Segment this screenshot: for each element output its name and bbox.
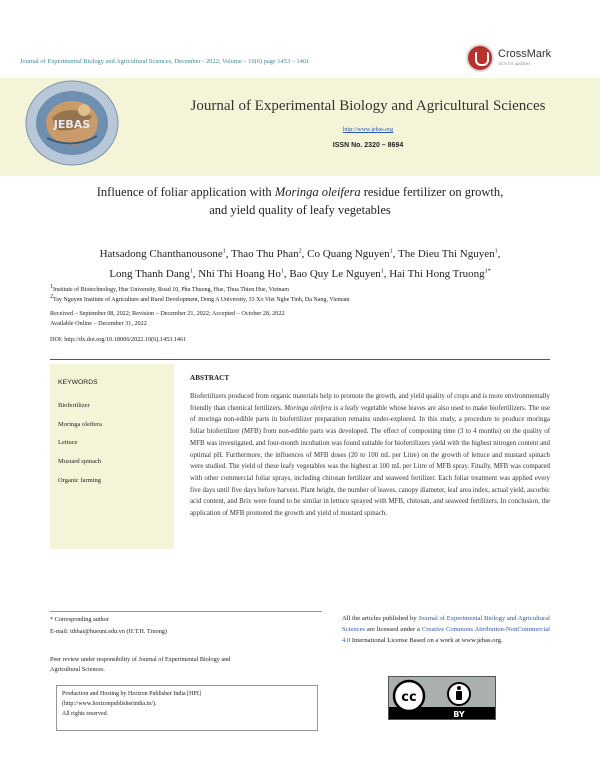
cc-by-label: BY [453,710,465,719]
article-title [60,183,540,219]
affiliation-2: $^2$Tay Nguyen Institute of Agriculture and Rural Development, Dong A University, 33 Xo Viet Nghe Tinh, Da Nang, Vietnam [50,294,350,303]
divider [50,359,550,360]
corresponding-email: E-mail: tthhai@hueuni.edu.vn (H.T.H. Truong) [50,628,167,635]
title-part-1: Influence of foliar application with [96,185,275,199]
abstract-text: Biofertilizers produced from organic materials help to promote the growth, and yield quality of crops and is more environmentally friendly than chemical fertilizers. Moringa oleifera is a leafy vegetable whose leaves are also used to make biofertilizers. The use of moringa non-edible parts in biofertilizer preparation remains under-explored. In this study, a procedure to produce moringa foliar biofertilizer (MFB) from non-edible parts was developed. The effect of composting time (3 to 4 months) on the quality of MFB was investigated, and four-month incubation was found suitable for biofertilizers yield with the highest nitrogen content and optimal pH. Furthermore, the influences of MFB doses (20 to 100 mL per Litre) on the growth of lettuce and mustard spinach were studied. The yield of these leafy vegetables was the highest at 100 mL per Litre of MFB spray. Finally, MFB was compared with other commercial foliar sprays, including chitosan fertilizer and seaweed fertilizer. Each foliar treatment was applied every five days until five days before harvest. Plant height, the number of leaves, canopy diameter, leaf area index, actual yield, ascorbic acid content, and Brix were found to be similar in lettuce sprayed with MFB, chitosan, and seaweed fertilizers. In conclusion, the application of MFB promoted the growth and yield of mustard spinach. [190,393,550,518]
author: Hatsadong Chanthanousone$^1$, [99,247,232,260]
available-online-date: Available Online – December 31, 2022 [50,320,147,327]
abstract-heading: ABSTRACT [190,374,230,382]
journal-link[interactable]: Journal of Experimental Biology and Agricultural Sciences [342,615,551,633]
hosting-line-2: (http://www.horizonpublisherindia.in/). [62,701,157,707]
logo-text: JEBAS [53,118,91,131]
keywords-box [50,364,174,549]
keywords-heading: KEYWORDS [58,379,98,386]
crossmark-subtitle: click for updates [498,61,531,66]
affiliation-1: $^1$Institute of Biotechnology, Hue University, Road 10, Phu Thuong, Hue, Thua Thien Hue, Vietnam [50,284,289,293]
journal-title: Journal of Experimental Biology and Agricultural Sciences [190,98,546,114]
doi-link[interactable]: DOI: http://dx.doi.org/10.18006/2022.10(6).1453.1461 [50,336,187,343]
crossmark-icon [466,44,494,72]
author: Nhi Thi Hoang Ho$^1$, [198,268,290,281]
keyword-item: Lettuce [58,439,78,446]
author: Thao Thu Phan$^2$, [231,247,308,260]
author: Co Quang Nguyen$^1$, [307,247,398,260]
received-dates: Received – September 08, 2022; Revision – December 21, 2022; Accepted – October 28, 2022 [50,310,285,317]
author: The Dieu Thi Nguyen$^1$, [397,247,501,260]
keyword-item: Moringa oleifera [58,421,102,428]
title-line-2: and yield quality of leafy vegetables [209,203,391,217]
keyword-item: Mustard spinach [58,458,102,465]
journal-logo [22,78,122,168]
author: Hai Thi Hong Truong$^{1*}$ [389,268,491,281]
license-text: All the articles published by Journal of Experimental Biology and Agricultural Sciences are licensed under a Creative Commons Attribution-NonCommercial 4.0 International License Based on a work at www.jebas.org. [342,615,551,644]
author: Long Thanh Dang$^1$, [109,268,199,281]
peer-review-note-1: Peer review under responsibility of Journal of Experimental Biology and [50,656,231,663]
hosting-line-3: All rights reserved. [62,711,109,717]
hosting-line-1: Production and Hosting by Horizon Publisher India [HPI] [62,691,201,697]
cc-by-badge[interactable] [388,676,496,720]
journal-citation-line: Journal of Experimental Biology and Agricultural Sciences, December - 2022; Volume – 10(6) page 1453 – 1461 [20,58,310,65]
issn-number: ISSN No. 2320 – 8694 [332,142,404,149]
svg-text:cc: cc [401,690,417,705]
keyword-item: Organic farming [58,477,102,484]
journal-url-link[interactable]: http://www.jebas.org [342,127,394,133]
keyword-item: Biofertilizer [58,402,90,409]
corresponding-author-label: * Corresponding author [50,616,109,623]
peer-review-note-2: Agricultural Sciences. [50,666,105,673]
author: Bao Quy Le Nguyen$^1$, [289,268,390,281]
title-species: Moringa oleifera [274,185,361,199]
footnote-divider [50,611,322,612]
crossmark-badge[interactable] [466,42,556,76]
cc-license-link[interactable]: Creative Commons Attribution-NonCommercial 4.0 [342,626,550,644]
author-list [40,242,560,283]
abstract-species: Moringa oleifera [284,404,332,412]
title-part-2: residue fertilizer on growth, [360,185,504,199]
crossmark-title: CrossMark [498,48,552,60]
